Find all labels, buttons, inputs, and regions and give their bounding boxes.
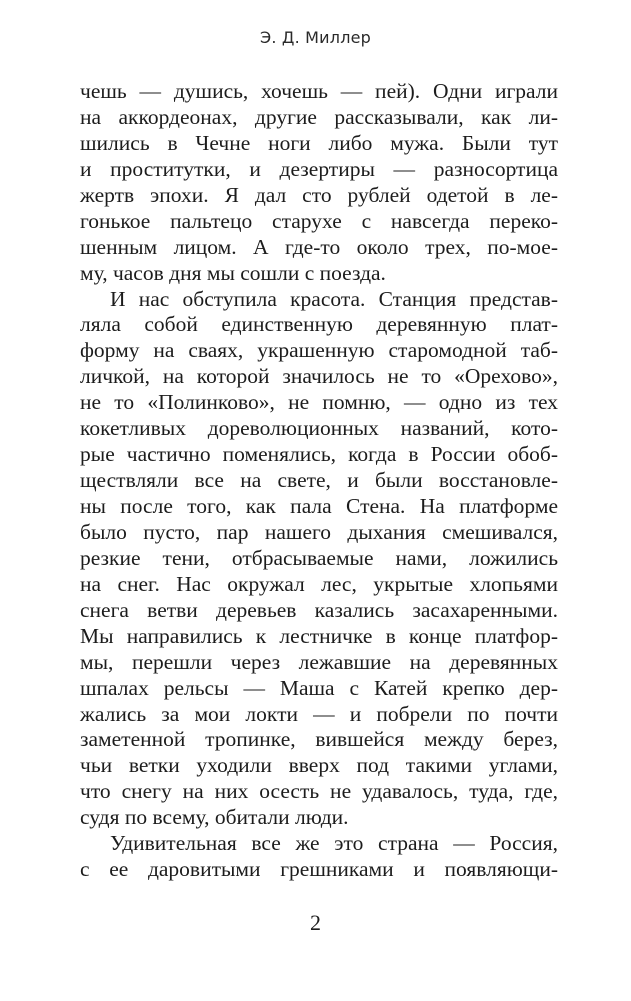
text-line: что снегу на них осесть не удавалось, туда, где,: [80, 779, 558, 804]
text-line: жались за мои локти — и побрели по почти: [80, 701, 558, 726]
text-line: резкие тени, отбрасываемые нами, ложились: [80, 545, 558, 570]
text-line: на снег. Нас окружал лес, укрытые хлопьями: [80, 571, 558, 596]
text-line: ляла собой единственную деревянную плат-: [80, 312, 558, 337]
text-line: мы, перешли через лежавшие на деревянных: [80, 649, 558, 674]
text-line: му, часов дня мы сошли с поезда.: [80, 260, 386, 285]
text-line: шпалах рельсы — Маша с Катей крепко дер-: [80, 675, 558, 700]
text-line: кокетливых дореволюционных названий, кото-: [80, 416, 558, 441]
text-line: судя по всему, обитали люди.: [80, 805, 349, 830]
paragraph-first-line: Удивительная все же это страна — Россия,: [110, 831, 558, 856]
body-text: [80, 79, 558, 883]
text-line: снега ветви деревьев казались засахаренными.: [80, 597, 558, 622]
text-line: жертв эпохи. Я дал сто рублей одетой в ле-: [80, 182, 558, 207]
text-line: гонькое пальтецо старухе с навсегда переко-: [80, 208, 558, 233]
text-line: чешь — душись, хочешь — пей). Одни играли: [80, 79, 558, 103]
running-head-author: Э. Д. Миллер: [259, 28, 372, 47]
text-line: шились в Чечне ноги либо мужа. Были тут: [80, 130, 558, 155]
text-line: было пусто, пар нашего дыхания смешивался,: [80, 519, 558, 544]
text-line: заметенной тропинке, вившейся между берез,: [80, 727, 558, 752]
text-line: личкой, на которой значилось не то «Орехово»,: [80, 364, 558, 389]
text-line: и проститутки, и дезертиры — разносортица: [80, 156, 558, 181]
text-line: форму на сваях, украшенную старомодной таб-: [80, 338, 558, 363]
text-line: шенным лицом. А где-то около трех, по-мое-: [80, 234, 558, 259]
paragraph-first-line: И нас обступила красота. Станция представ-: [110, 286, 558, 311]
text-line: не то «Полинково», не помню, — одно из тех: [80, 390, 558, 415]
text-line: с ее даровитыми грешниками и появляющи-: [80, 857, 558, 882]
page-number: 2: [310, 910, 321, 935]
text-line: Мы направились к лестничке в конце платфор-: [80, 623, 558, 648]
text-line: рые частично поменялись, когда в России обоб-: [80, 442, 558, 467]
text-line: на аккордеонах, другие рассказывали, как ли-: [80, 104, 558, 129]
text-line: ны после того, как пала Стена. На платформе: [80, 494, 558, 518]
text-line: чьи ветки уходили вверх под такими углами,: [80, 753, 558, 778]
text-line: ществляли все на свете, и были восстановле-: [80, 468, 558, 493]
